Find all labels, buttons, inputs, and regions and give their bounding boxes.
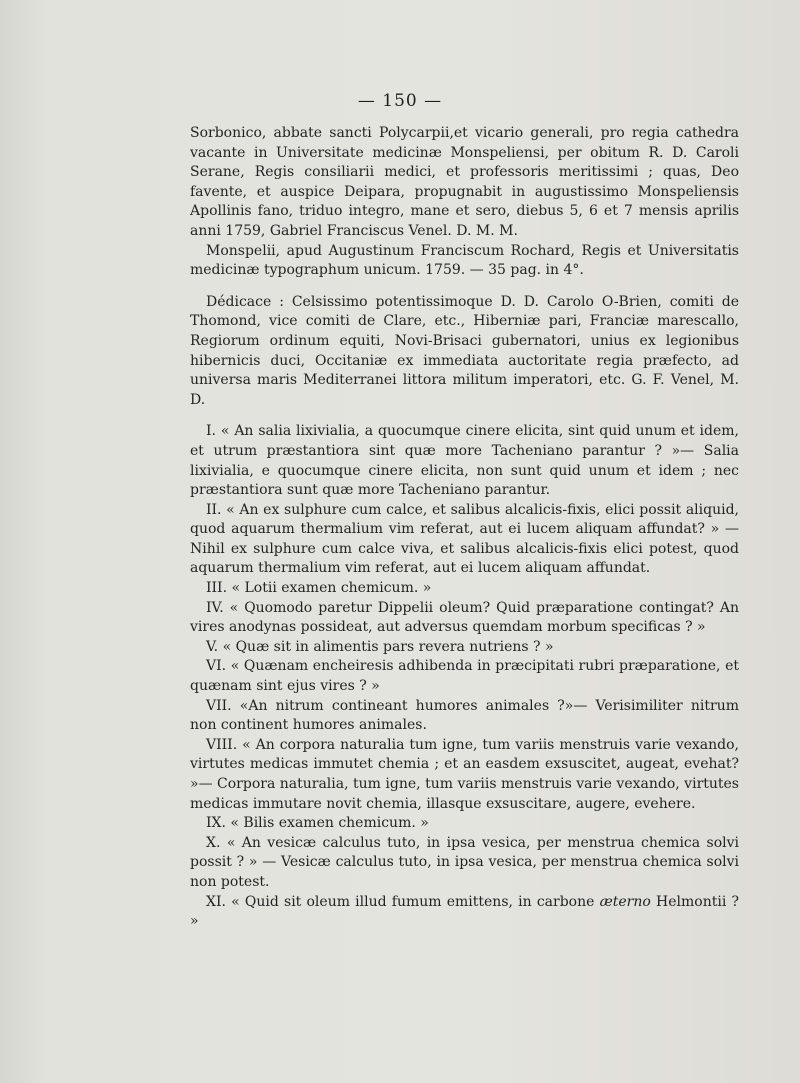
thesis-item-8: VIII. « An corpora naturalia tum igne, tum variis menstruis varie vexando, virtutes medicas immutet chemia ; et an easdem exsuscitet, augeat, evehat? »— Corpora naturalia, tum igne, tum variis menstruis varie vexando, virtutes medicas immutare novit chemia, illasque exsuscitare, augere, evehere. xyxy=(190,736,739,812)
thesis-item-6: VI. « Quænam encheiresis adhibenda in præcipitati rubri præparatione, et quænam sint ejus vires ? » xyxy=(190,658,739,695)
thesis-item-10: X. « An vesicæ calculus tuto, in ipsa vesica, per menstrua chemica solvi possit ? » — Vesicæ calculus tuto, in ipsa vesica, per menstrua chemica solvi non potest. xyxy=(190,834,739,890)
thesis-item-7: VII. «An nitrum contineant humores animales ?»— Verisimiliter nitrum non continent humores animales. xyxy=(190,697,739,734)
thesis-item-11-text-end: Helmontii ? » xyxy=(190,893,739,930)
thesis-item-5: V. « Quæ sit in alimentis pars revera nutriens ? » xyxy=(206,638,554,655)
body-text xyxy=(190,124,739,932)
thesis-item-2: II. « An ex sulphure cum calce, et salibus alcalicis-fixis, elici possit aliquid, quod aquarum thermalium vim referat, aut ei lucem aliquam affundat? » — Nihil ex sulphure cum calce viva, et salibus alcalicis-fixis elici potest, quod aquarum thermalium vim referat, aut ei lucem aliquam affundat. xyxy=(190,501,739,577)
thesis-item-11 xyxy=(190,893,739,932)
paragraph-continuation: Sorbonico, abbate sancti Polycarpii,et vicario generali, pro regia cathedra vacante in Universitate medicinæ Monspeliensi, per obitum R. D. Caroli Serane, Regis consiliarii medici, et professoris meritissimi ; quas, Deo favente, et auspice Deipara, propugnabit in augustissimo Monspeliensis Apollinis fano, triduo integro, mane et sero, diebus 5, 6 et 7 mensis aprilis anni 1759, Gabriel Franciscus Venel. D. M. M. xyxy=(190,125,739,239)
page-number: — 150 — xyxy=(357,91,443,111)
thesis-item-4: IV. « Quomodo paretur Dippelii oleum? Quid præparatione contingat? An vires anodynas possideat, aut adversus quemdam morbum specificas ? » xyxy=(190,599,739,636)
thesis-item-1: I. « An salia lixivialia, a quocumque cinere elicita, sint quid unum et idem, et utrum præstantiora sint quæ more Tacheniano parantur ? »— Salia lixivialia, e quocumque cinere elicita, non sunt quid unum et idem ; nec præstantiora sunt quæ more Tacheniano parantur. xyxy=(190,423,739,499)
thesis-item-11-italic: æterno xyxy=(599,893,651,910)
paragraph-dedication: Dédicace : Celsissimo potentissimoque D. D. Carolo O-Brien, comiti de Thomond, vice comiti de Clare, etc., Hiberniæ pari, Franciæ marescallo, Regiorum ordinum equiti, Novi-Brisaci gubernatori, unius ex legionibus hibernicis duci, Occitaniæ ex immediata auctoritate regia præfecto, ad universa maris Mediterranei littora militum imperatori, etc. G. F. Venel, M. D. xyxy=(190,293,739,408)
thesis-item-3: III. « Lotii examen chemicum. » xyxy=(206,580,432,597)
paragraph-imprint: Monspelii, apud Augustinum Franciscum Rochard, Regis et Universitatis medicinæ typographum unicum. 1759. — 35 pag. in 4°. xyxy=(190,242,739,279)
thesis-item-9: IX. « Bilis examen chemicum. » xyxy=(206,815,429,832)
thesis-item-11-text-start: XI. « Quid sit oleum illud fumum emittens, in carbone xyxy=(206,893,600,910)
